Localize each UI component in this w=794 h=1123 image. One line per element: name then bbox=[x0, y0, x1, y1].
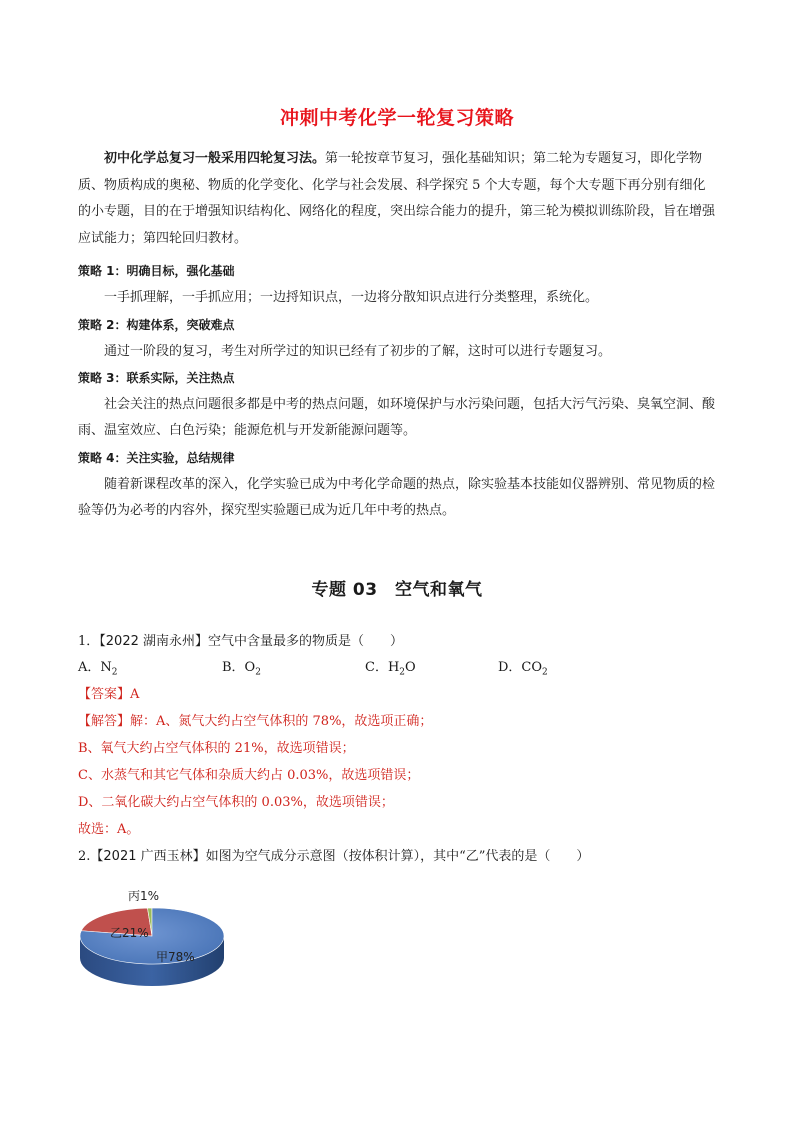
question-number: 1． bbox=[78, 634, 100, 649]
pie-label-甲: 甲78% bbox=[156, 950, 195, 964]
page-title: 冲刺中考化学一轮复习策略 bbox=[279, 107, 514, 129]
option-a bbox=[78, 658, 118, 683]
strategy-body: 随着新课程改革的深入，化学实验已成为中考化学命题的热点，除实验基本技能如仪器辨别、常见物质的检验等仍为必考的内容外，探究型实验题已成为近几年中考的热点。 bbox=[78, 476, 716, 518]
analysis-line-2: B、氧气大约占空气体积的 21%，故选项错误； bbox=[78, 741, 355, 756]
pie-label-丙: 丙1% bbox=[128, 889, 160, 903]
answer-label: 【答案】 bbox=[78, 687, 131, 702]
strategy-title: 策略 4：关注实验，总结规律 bbox=[78, 451, 235, 465]
option-subscript: 2 bbox=[542, 667, 548, 678]
analysis-line-3: C、水蒸气和其它气体和杂质大约占 0.03%，故选项错误； bbox=[78, 768, 420, 783]
question-source: 【2021 广西玉林】 bbox=[90, 849, 206, 864]
option-text: A．N bbox=[78, 660, 112, 675]
option-d bbox=[498, 658, 548, 683]
option-subscript: 2 bbox=[255, 667, 261, 678]
option-text: B．O bbox=[222, 660, 256, 675]
analysis-text: 解：A、氮气大约占空气体积的 78%，故选项正确； bbox=[130, 714, 433, 729]
question-source: 【2022 湖南永州】 bbox=[99, 634, 208, 649]
option-subscript: 2 bbox=[399, 667, 406, 678]
answer-value: A bbox=[130, 687, 140, 702]
question-1-stem bbox=[78, 632, 403, 652]
strategy-3 bbox=[78, 365, 718, 445]
strategy-title: 策略 3：联系实际，关注热点 bbox=[78, 371, 235, 385]
strategy-body: 社会关注的热点问题很多都是中考的热点问题，如环境保护与水污染问题，包括大污气污染、臭氧空洞、酸雨、温室效应、白色污染；能源危机与开发新能源问题等。 bbox=[78, 396, 716, 438]
option-text: C．H bbox=[365, 660, 400, 675]
option-text: D．CO bbox=[498, 660, 543, 675]
question-2-stem bbox=[78, 847, 589, 867]
option-subscript: 2 bbox=[111, 667, 118, 678]
strategy-4 bbox=[78, 445, 718, 525]
question-text: 空气中含量最多的物质是（ ） bbox=[208, 634, 404, 649]
analysis-label: 【解答】 bbox=[78, 714, 131, 729]
analysis-line-4: D、二氧化碳大约占空气体积的 0.03%，故选项错误； bbox=[78, 795, 394, 810]
intro-lead: 初中化学总复习一般采用四轮复习法。 bbox=[104, 151, 326, 166]
conclusion-line: 故选：A。 bbox=[78, 822, 140, 837]
strategy-body: 一手抓理解，一手抓应用；一边捋知识点，一边将分散知识点进行分类整理，系统化。 bbox=[104, 289, 599, 305]
strategy-1 bbox=[78, 258, 718, 311]
pie-label-乙: 乙21% bbox=[110, 926, 149, 940]
strategy-2 bbox=[78, 312, 718, 365]
air-composition-pie-chart bbox=[76, 884, 236, 1002]
analysis-line-1 bbox=[78, 712, 432, 732]
strategy-title: 策略 2：构建体系，突破难点 bbox=[78, 318, 235, 332]
section-title: 专题 03 空气和氧气 bbox=[311, 580, 483, 600]
option-c bbox=[365, 658, 416, 683]
option-b bbox=[222, 658, 261, 683]
pie-graphic bbox=[80, 908, 224, 986]
answer-line bbox=[78, 685, 139, 705]
strategy-body: 通过一阶段的复习，考生对所学过的知识已经有了初步的了解，这时可以进行专题复习。 bbox=[104, 343, 612, 359]
question-text: 如图为空气成分示意图（按体积计算），其中“乙”代表的是（ ） bbox=[205, 849, 590, 864]
option-text-tail: O bbox=[405, 660, 416, 675]
intro-text: 第一轮按章节复习，强化基础知识；第二轮为专题复习，即化学物质、物质构成的奥秘、物质的化学变化、化学与社会发展、科学探究 5 个大专题，每个大专题下再分别有细化的小专题，目的在于增强知识结构化、网络化的程度，突出综合能力的提升，第三轮为模拟训练阶段，旨在增强应试能力；第四轮回归教材。 bbox=[78, 151, 716, 246]
question-number: 2. bbox=[78, 849, 91, 864]
intro-paragraph bbox=[78, 146, 718, 252]
strategy-title: 策略 1：明确目标，强化基础 bbox=[78, 264, 235, 278]
